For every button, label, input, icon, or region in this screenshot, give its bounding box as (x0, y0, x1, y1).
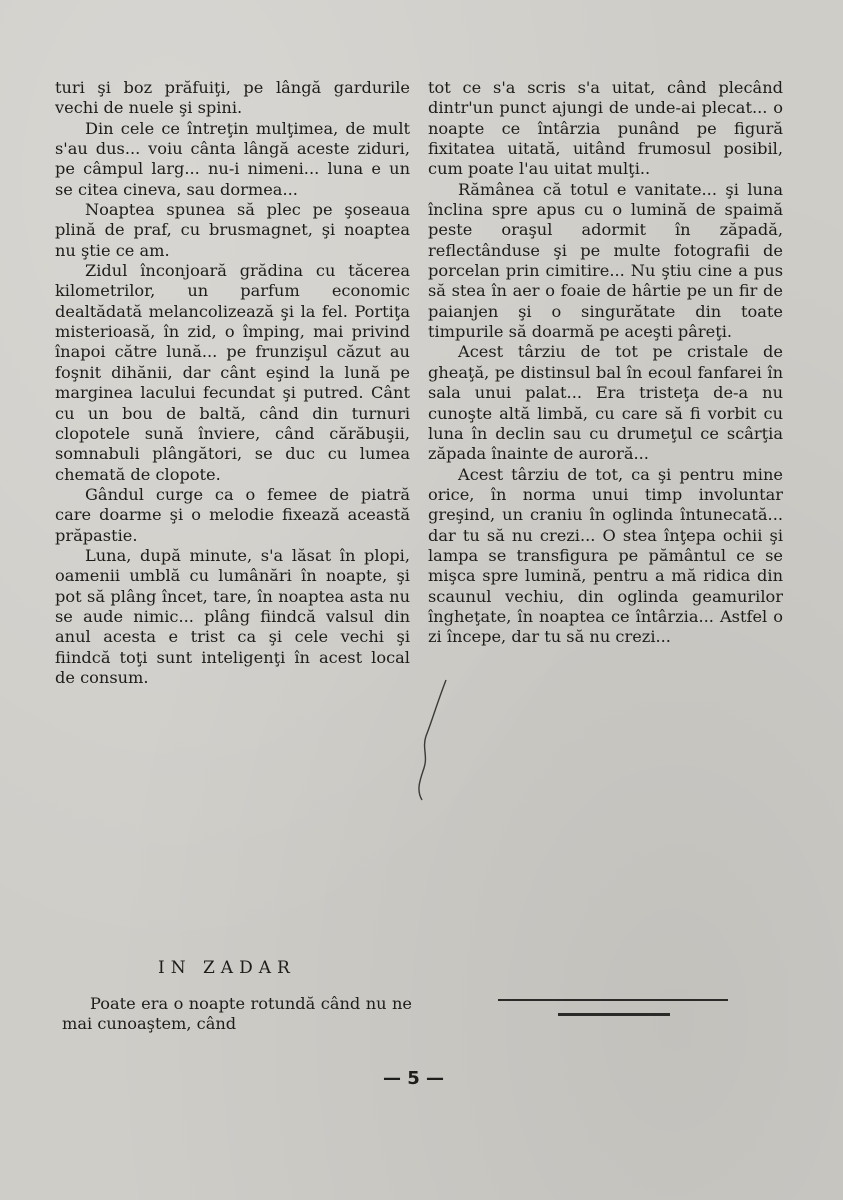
poem-title: IN ZADAR (158, 958, 296, 978)
paragraph: Rămânea că totul e vanitate... şi luna înclina spre apus cu o lumină de spaimă peste oraşul adormit în zăpadă, reflectânduse şi pe multe fotografii de porcelan prin cimitire... Nu ştiu cine a pus să stea în aer o foaie de hârtie pe un fir de paianjen şi o singurătate din toate timpurile să doarmă pe aceşti pâreţi. (428, 179, 783, 342)
divider-rule-short (558, 1013, 670, 1016)
paragraph: turi şi boz prăfuiţi, pe lângă gardurile vechi de nuele şi spini. (55, 78, 410, 118)
left-text-column (55, 78, 410, 688)
paragraph: Acest târziu de tot, ca şi pentru mine orice, în norma unui timp involuntar greşind, un craniu în oglinda întunecată... dar tu să nu crezi... O stea înţepa ochii şi lampa se transfigura pe pământul ce se mişca spre lumină, pentru a mă ridica din scaunul vechiu, din oglinda geamurilor îngheţate, în noaptea ce întârzia... Astfel o zi începe, dar tu să nu crezi... (428, 464, 783, 647)
handwritten-margin-mark (412, 676, 452, 806)
page-number: — 5 — (383, 1068, 445, 1089)
paragraph: Noaptea spunea să plec pe şoseaua plină de praf, cu brusmagnet, şi noaptea nu ştie ce am. (55, 200, 410, 260)
divider-rule (498, 999, 728, 1001)
paragraph: Din cele ce întreţin mulţimea, de mult s'au dus... voiu cânta lângă aceste ziduri, pe câmpul larg... nu-i nimeni... luna e un se citea cineva, sau dormea... (55, 118, 410, 199)
paragraph: Zidul înconjoară grădina cu tăcerea kilometrilor, un parfum economic dealtădată melancolizează şi la fel. Portiţa misterioasă, în zid, o împing, mai privind înapoi către lună... pe frunzişul căzut au foşnit dihănii, dar cânt eşind la lună pe marginea lacului fecundat şi putred. Cânt cu un bou de baltă, când din turnuri clopotele sună înviere, când cărăbuşii, somnabuli plângători, se duc cu lumea chemată de clopote. (55, 261, 410, 484)
paragraph: Luna, după minute, s'a lăsat în plopi, oamenii umblă cu lumânări în noapte, şi pot să plâng încet, tare, în noaptea asta nu se aude nimic... plâng fiindcă valsul din anul acesta e trist ca şi cele vechi şi fiindcă toţi sunt inteligenţi în acest local de consum. (55, 545, 410, 687)
paragraph: Poate era o noapte rotundă când nu ne mai cunoaştem, când (62, 994, 412, 1034)
poem-opening (62, 994, 412, 1035)
paragraph: tot ce s'a scris s'a uitat, când plecând dintr'un punct ajungi de unde-ai plecat... o noapte ce întârzia punând pe figură fixitatea uitată, uitând frumosul posibil, cum poate l'au uitat mulţi.. (428, 78, 783, 179)
paragraph: Acest târziu de tot pe cristale de gheaţă, pe distinsul bal în ecoul fanfarei în sala unui palat... Era tristeţa de-a nu cunoşte altă limbă, cu care să fi vorbit cu luna în declin sau cu drumeţul ce scârţia zăpada înainte de auroră... (428, 342, 783, 464)
paragraph: Gândul curge ca o femee de piatră care doarme şi o melodie fixează această prăpastie. (55, 484, 410, 545)
right-text-column (428, 78, 783, 648)
